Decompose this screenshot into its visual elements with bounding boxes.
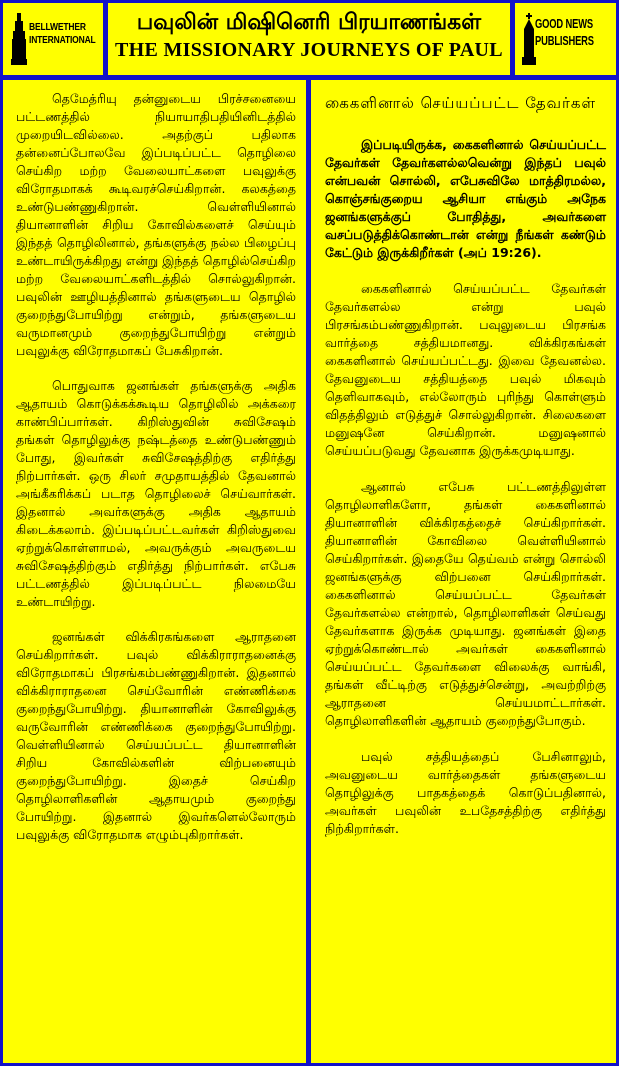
logo-line-1: GOOD NEWS (535, 16, 593, 31)
bell-tower-icon (11, 13, 27, 65)
body-paragraph: தெமேத்ரியு தன்னுடைய பிரச்சனையை பட்டணத்தில் நியாயாதிபதியினிடத்தில் முறையிடவில்லை. அதற்குப் பதிலாக தன்னைப்போலவே இப்படிப்பட்ட தொழிலை செய்கிற மற்ற வேலையாட்களை பவுலுக்கு விரோதமாகக் கூடிவரச்செய்கிறான். கலகத்தை உண்டுபண்ணுகிறான். வெள்ளியினால் தியானாளின் சிறிய கோவில்களைச் செய்யும் இந்தத் தொழிலினால், தங்களுக்கு நல்ல பிழைப்பு உண்டாயிருக்கிறது என்று இந்தத் தொழில்செய்கிற மற்ற வேலையாட்களிடத்தில் சொல்லுகிறான். பவுலின் ஊழியத்தினால் தங்களுடைய தொழில் குறைந்துபோயிற்று என்றும், தங்களுடைய வருமானமும் குறைந்துபோயிற்று என்றும் பவுலுக்கு விரோதமாகப் பேசுகிறான். (16, 91, 296, 358)
logo-line-2: INTERNATIONAL (29, 35, 96, 46)
page-title-tamil: பவுலின் மிஷினெரி பிரயாணங்கள் (136, 10, 482, 35)
body-paragraph: கைகளினால் செய்யப்பட்ட தேவர்கள் தேவர்களல்ல என்று பவுல் பிரசங்கம்பண்ணுகிறான். பவுலுடைய பிரசங்க வார்த்தை சத்தியமானது. விக்கிரகங்கள் கைகளினால் செய்யப்பட்டது. இவை தேவனல்ல. தேவனுடைய சத்தியத்தை பவுல் மிகவும் தெளிவாகவும், எல்லோரும் புரிந்து கொள்ளும் விதத்திலும் எடுத்துச் சொல்லுகிறான். சிலைகளை மனுஷனே செய்கிறான். மனுஷனால் செய்யப்படுவது தேவனாக இருக்கமுடியாது. (325, 281, 606, 458)
scripture-quote: இப்படியிருக்க, கைகளினால் செய்யப்பட்ட தேவர்கள் தேவர்களல்லவென்று இந்தப் பவுல் என்பவன் சொல்லி, எபேசுவிலே மாத்திரமல்ல, கொஞ்சங்குறைய ஆசியா எங்கும் அநேக ஜனங்களுக்குப் போதித்து, அவர்களை வசப்படுத்திக்கொண்டான் என்று நீங்கள் கண்டும் கேட்டும் இருக்கிறீர்கள் (அப் 19:26). (325, 137, 606, 260)
section-heading: கைகளினால் செய்யப்பட்ட தேவர்கள் (325, 94, 596, 112)
logo-line-2: PUBLISHERS (535, 33, 594, 48)
body-paragraph: ஆனால் எபேசு பட்டணத்திலுள்ள தொழிலாளிகளோ, தங்கள் கைகளினால் தியானாளின் விக்கிரகத்தைச் செய்கிறார்கள். தியானாளின் கோவிலை வெள்ளியினால் செய்கிறார்கள். இதையே தெய்வம் என்று சொல்லி ஜனங்களுக்கு விற்பனை செய்கிறார்கள். கைகளினால் செய்யப்பட்ட தேவர்கள் தேவர்களல்ல என்றால், தொழிலாளிகள் செய்வது தேவர்களாக இருக்க முடியாது. ஜனங்கள் இதை ஏற்றுக்கொண்டால் அவர்கள் கைகளினால் செய்யப்பட்ட தேவர்களை விலைக்கு வாங்கி, தங்கள் வீட்டிற்கு எடுத்துச்சென்று, அவற்றிற்கு ஆராதனை செய்யமாட்டார்கள். தொழிலாளிகளின் ஆதாயம் குறைந்துபோகும். (325, 479, 606, 728)
title-block (108, 3, 510, 75)
page-title-english: THE MISSIONARY JOURNEYS OF PAUL (115, 39, 503, 61)
body-paragraph: பவுல் சத்தியத்தைப் பேசினாலும், அவனுடைய வார்த்தைகள் தங்களுடைய தொழிலுக்கு பாதகத்தைக் கொடுப்பதினால், அவர்கள் பவுலின் உபதேசத்திற்கு எதிர்த்து நிற்கிறார்கள். (325, 749, 606, 836)
bellwether-logo (3, 3, 103, 75)
body-paragraph: ஜனங்கள் விக்கிரகங்களை ஆராதனை செய்கிறார்கள். பவுல் விக்கிராராதனைக்கு விரோதமாகப் பிரசங்கம்பண்ணுகிறான். இதனால் விக்கிராராதனை செய்வோரின் எண்ணிக்கை குறைந்துபோயிற்று. தியானாளின் கோவிலுக்கு வருவோரின் எண்ணிக்கை குறைந்துபோயிற்று. வெள்ளியினால் செய்யப்பட்ட தியானாளின் சிறிய கோவில்களின் விற்பனையும் குறைந்துபோயிற்று. இதைச் செய்கிற தொழிலாளிகளின் ஆதாயமும் குறைந்து போயிற்று. இதனால் இவர்களெல்லோரும் பவுலுக்கு விரோதமாக எழும்புகிறார்கள். (16, 629, 296, 842)
logo-line-1: BELLWETHER (29, 22, 86, 33)
left-column (3, 80, 306, 1063)
body-paragraph: பொதுவாக ஜனங்கள் தங்களுக்கு அதிக ஆதாயம் கொடுக்கக்கூடிய தொழிலில் அக்கரை காண்பிப்பார்கள். கிறிஸ்துவின் சுவிசேஷம் தங்கள் தொழிலுக்கு நஷ்டத்தை உண்டுபண்ணும் போது, இவர்கள் சுவிசேஷத்திற்கு எதிர்த்து நிற்பார்கள். ஒரு சிலர் சமுதாயத்தில் தேவனால் அங்கீகரிக்கப் படாத தொழிலைச் செய்வார்கள். இதனால் அவர்களுக்கு அதிக ஆதாயம் கிடைக்கலாம். இப்படிப்பட்டவர்கள் கிறிஸ்துவை ஏற்றுக்கொள்ளாமல், அவருக்கும் அவருடைய சுவிசேஷத்திற்கும் எதிர்த்து நிற்பார்கள். எபேசு பட்டணத்தில் இப்படிப்பட்ட நிலமையே உண்டாயிற்று. (16, 378, 296, 609)
good-news-publishers-logo (515, 3, 616, 75)
right-column (311, 80, 616, 1063)
